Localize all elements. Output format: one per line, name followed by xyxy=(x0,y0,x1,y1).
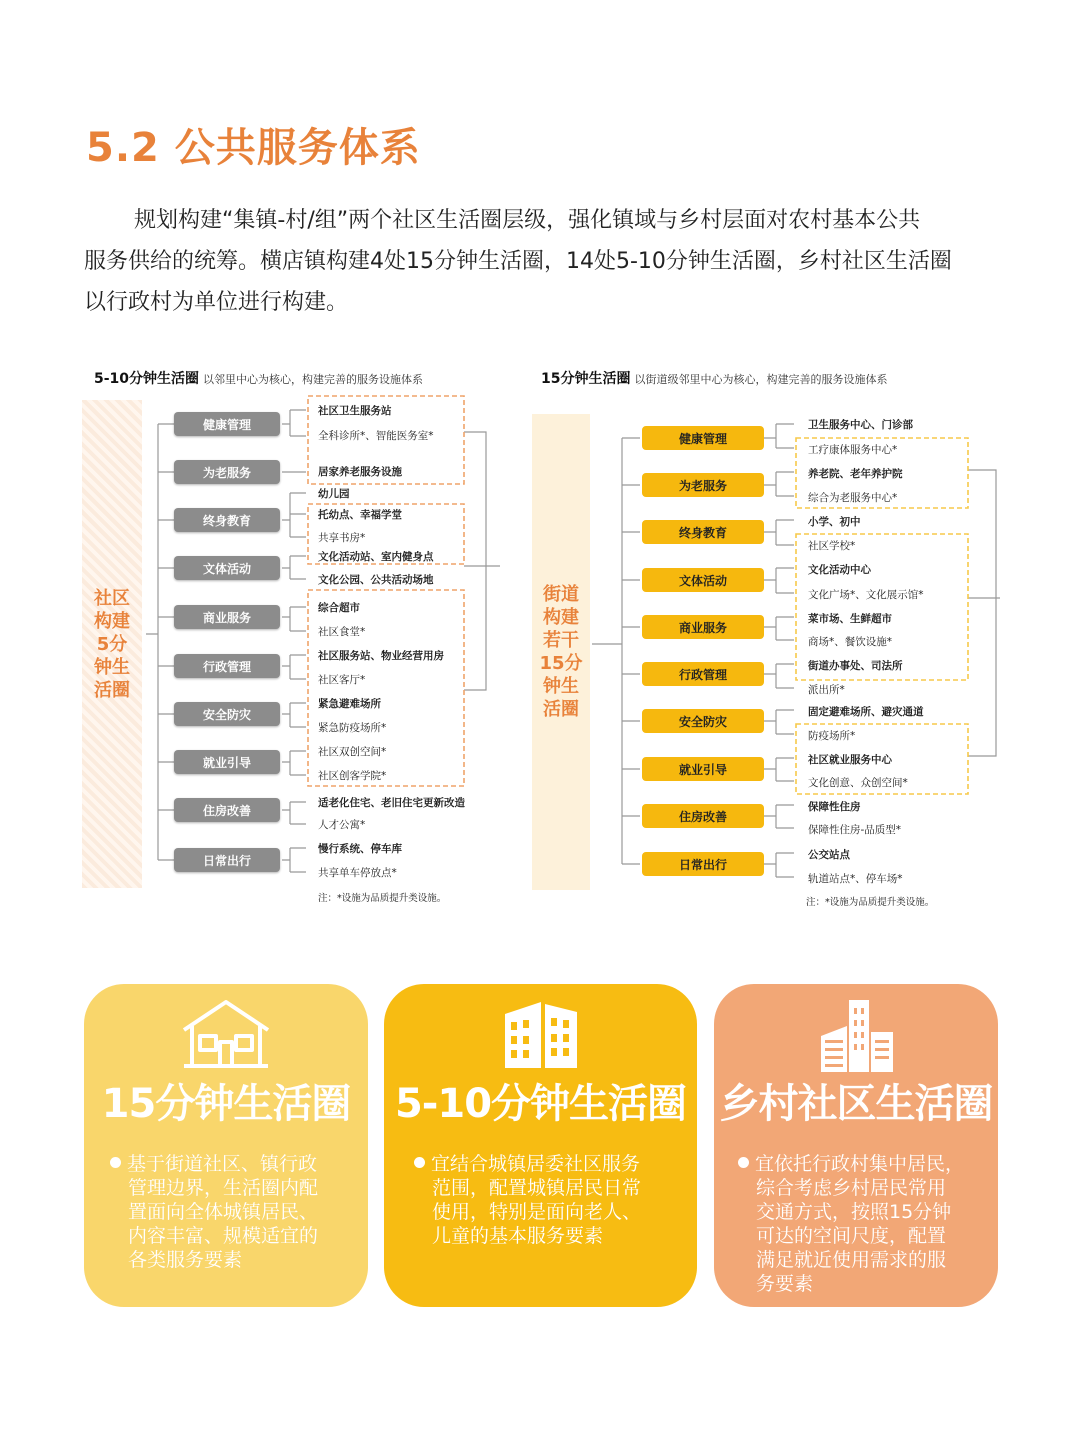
card-line: 可达的空间尺度，配置 xyxy=(756,1225,947,1247)
left-item: 社区卫生服务站 xyxy=(318,405,392,417)
bullet-dot xyxy=(738,1157,749,1168)
card-body xyxy=(738,1152,994,1296)
right-panel-subtitle: 以街道级邻里中心为核心，构建完善的服务设施体系 xyxy=(634,373,888,386)
right-item: 保障性住房 xyxy=(808,801,861,813)
vertical-label-line: 构建 xyxy=(94,610,130,632)
right-item: 社区就业服务中心 xyxy=(808,754,892,766)
right-vertical-label xyxy=(532,414,590,890)
left-category-admin: 行政管理 xyxy=(174,654,280,678)
right-item: 商场*、餐饮设施* xyxy=(808,636,892,648)
right-item: 防疫场所* xyxy=(808,730,856,742)
tower-icon xyxy=(813,996,899,1076)
left-category-safety: 安全防灾 xyxy=(174,702,280,726)
card-line: 各类服务要素 xyxy=(128,1249,243,1271)
page-title: 5.2 公共服务体系 xyxy=(86,125,421,171)
right-item: 派出所* xyxy=(808,684,845,696)
card-line: 满足就近使用需求的服 xyxy=(756,1249,947,1271)
right-item: 公交站点 xyxy=(808,849,850,861)
card-line: 管理边界，生活圈内配 xyxy=(128,1177,319,1199)
right-item: 社区学校* xyxy=(808,540,856,552)
right-item: 轨道站点*、停车场* xyxy=(808,873,903,885)
card-title: 5-10分钟生活圈 xyxy=(394,1081,687,1127)
left-item: 紧急避难场所 xyxy=(318,698,381,710)
left-item: 文化公园、公共活动场地 xyxy=(318,574,434,586)
left-category-health: 健康管理 xyxy=(174,412,280,436)
left-item: 慢行系统、停车库 xyxy=(318,843,402,855)
left-category-elderly: 为老服务 xyxy=(174,460,280,484)
left-item: 社区食堂* xyxy=(318,626,366,638)
right-item: 菜市场、生鲜超市 xyxy=(808,613,892,625)
left-item: 社区客厅* xyxy=(318,674,366,686)
card-line: 宜结合城镇居委社区服务 xyxy=(431,1153,641,1175)
left-item: 共享单车停放点* xyxy=(318,867,397,879)
left-category-commerce: 商业服务 xyxy=(174,605,280,629)
vertical-label-line: 街道 xyxy=(543,584,579,605)
right-item: 保障性住房-品质型* xyxy=(808,824,902,836)
card-line: 务要素 xyxy=(756,1273,814,1295)
vertical-label-line: 社区 xyxy=(94,587,130,609)
right-item: 工疗康体服务中心* xyxy=(808,444,898,456)
vertical-label-line: 5分 xyxy=(96,633,128,655)
right-item: 文化广场*、文化展示馆* xyxy=(808,589,924,601)
vertical-label-line: 构建 xyxy=(543,607,579,628)
card-title: 乡村社区生活圈 xyxy=(719,1081,993,1127)
right-item: 文化创意、众创空间* xyxy=(808,777,908,789)
right-panel-note: 注：*设施为品质提升类设施。 xyxy=(806,897,935,908)
left-item: 共享书房* xyxy=(318,532,366,544)
bullet-dot xyxy=(414,1157,425,1168)
right-item: 街道办事处、司法所 xyxy=(808,660,903,672)
intro-paragraph xyxy=(84,200,1004,323)
intro-line: 以行政村为单位进行构建。 xyxy=(84,290,349,315)
intro-line: 规划构建“集镇-村/组”两个社区生活圈层级，强化镇域与乡村层面对农村基本公共 xyxy=(134,208,921,233)
vertical-label-line: 活圈 xyxy=(543,699,579,720)
card-line: 使用，特别是面向老人、 xyxy=(432,1201,642,1223)
right-category-education: 终身教育 xyxy=(642,520,764,544)
card-5-10min xyxy=(384,984,697,1307)
card-line: 综合考虑乡村居民常用 xyxy=(756,1177,947,1199)
intro-line: 服务供给的统筹。横店镇构建4处15分钟生活圈，14处5-10分钟生活圈，乡村社区生活圈 xyxy=(84,249,952,274)
left-vertical-label xyxy=(82,400,142,888)
card-title: 15分钟生活圈 xyxy=(101,1081,351,1127)
left-item: 综合超市 xyxy=(318,602,360,614)
right-item: 卫生服务中心、门诊部 xyxy=(808,419,913,431)
left-item: 托幼点、幸福学堂 xyxy=(318,509,402,521)
left-item: 幼儿园 xyxy=(318,488,350,500)
card-rural xyxy=(714,984,998,1307)
right-category-admin: 行政管理 xyxy=(642,662,764,686)
left-item: 全科诊所*、智能医务室* xyxy=(318,430,434,442)
right-panel-heading xyxy=(541,368,887,388)
left-panel-title: 5-10分钟生活圈 xyxy=(94,371,200,387)
card-line: 置面向全体城镇居民、 xyxy=(128,1201,319,1223)
right-item: 综合为老服务中心* xyxy=(808,492,898,504)
right-panel-title: 15分钟生活圈 xyxy=(541,371,631,387)
left-item: 社区创客学院* xyxy=(318,770,387,782)
right-item: 养老院、老年养护院 xyxy=(808,468,903,480)
left-category-housing: 住房改善 xyxy=(174,798,280,822)
card-body xyxy=(414,1152,684,1248)
left-item: 紧急防疫场所* xyxy=(318,722,387,734)
left-panel-note: 注：*设施为品质提升类设施。 xyxy=(318,893,447,904)
left-category-employment: 就业引导 xyxy=(174,750,280,774)
buildings-icon xyxy=(501,996,581,1072)
vertical-label-line: 活圈 xyxy=(94,679,130,701)
card-line: 儿童的基本服务要素 xyxy=(432,1225,604,1247)
card-line: 交通方式，按照15分钟 xyxy=(756,1201,952,1223)
house-icon xyxy=(178,996,274,1072)
left-panel-subtitle: 以邻里中心为核心，构建完善的服务设施体系 xyxy=(203,373,424,386)
card-body xyxy=(110,1152,360,1272)
left-item: 人才公寓* xyxy=(318,819,366,831)
right-category-safety: 安全防灾 xyxy=(642,709,764,733)
right-category-elderly: 为老服务 xyxy=(642,473,764,497)
left-category-culture: 文体活动 xyxy=(174,556,280,580)
right-item: 文化活动中心 xyxy=(808,564,871,576)
right-category-health: 健康管理 xyxy=(642,426,764,450)
right-category-transport: 日常出行 xyxy=(642,852,764,876)
card-line: 内容丰富、规模适宜的 xyxy=(128,1225,319,1247)
left-item: 文化活动站、室内健身点 xyxy=(318,551,434,563)
vertical-label-line: 若干 xyxy=(543,630,579,651)
vertical-label-line: 钟生 xyxy=(543,676,579,697)
left-category-education: 终身教育 xyxy=(174,508,280,532)
left-item: 适老化住宅、老旧住宅更新改造 xyxy=(318,797,465,809)
card-line: 基于街道社区、镇行政 xyxy=(127,1153,318,1175)
left-panel-heading xyxy=(94,368,423,388)
left-category-transport: 日常出行 xyxy=(174,848,280,872)
right-category-employment: 就业引导 xyxy=(642,757,764,781)
right-item: 小学、初中 xyxy=(808,516,861,528)
vertical-label-line: 15分 xyxy=(539,653,583,674)
card-line: 范围，配置城镇居民日常 xyxy=(432,1177,642,1199)
card-15min xyxy=(84,984,368,1307)
left-item: 社区双创空间* xyxy=(318,746,387,758)
right-category-housing: 住房改善 xyxy=(642,804,764,828)
right-category-commerce: 商业服务 xyxy=(642,615,764,639)
left-item: 居家养老服务设施 xyxy=(318,466,402,478)
right-category-culture: 文体活动 xyxy=(642,568,764,592)
left-item: 社区服务站、物业经营用房 xyxy=(318,650,444,662)
card-line: 宜依托行政村集中居民， xyxy=(755,1153,965,1175)
right-item: 固定避难场所、避灾通道 xyxy=(808,706,924,718)
vertical-label-line: 钟生 xyxy=(94,656,130,678)
bullet-dot xyxy=(110,1157,121,1168)
